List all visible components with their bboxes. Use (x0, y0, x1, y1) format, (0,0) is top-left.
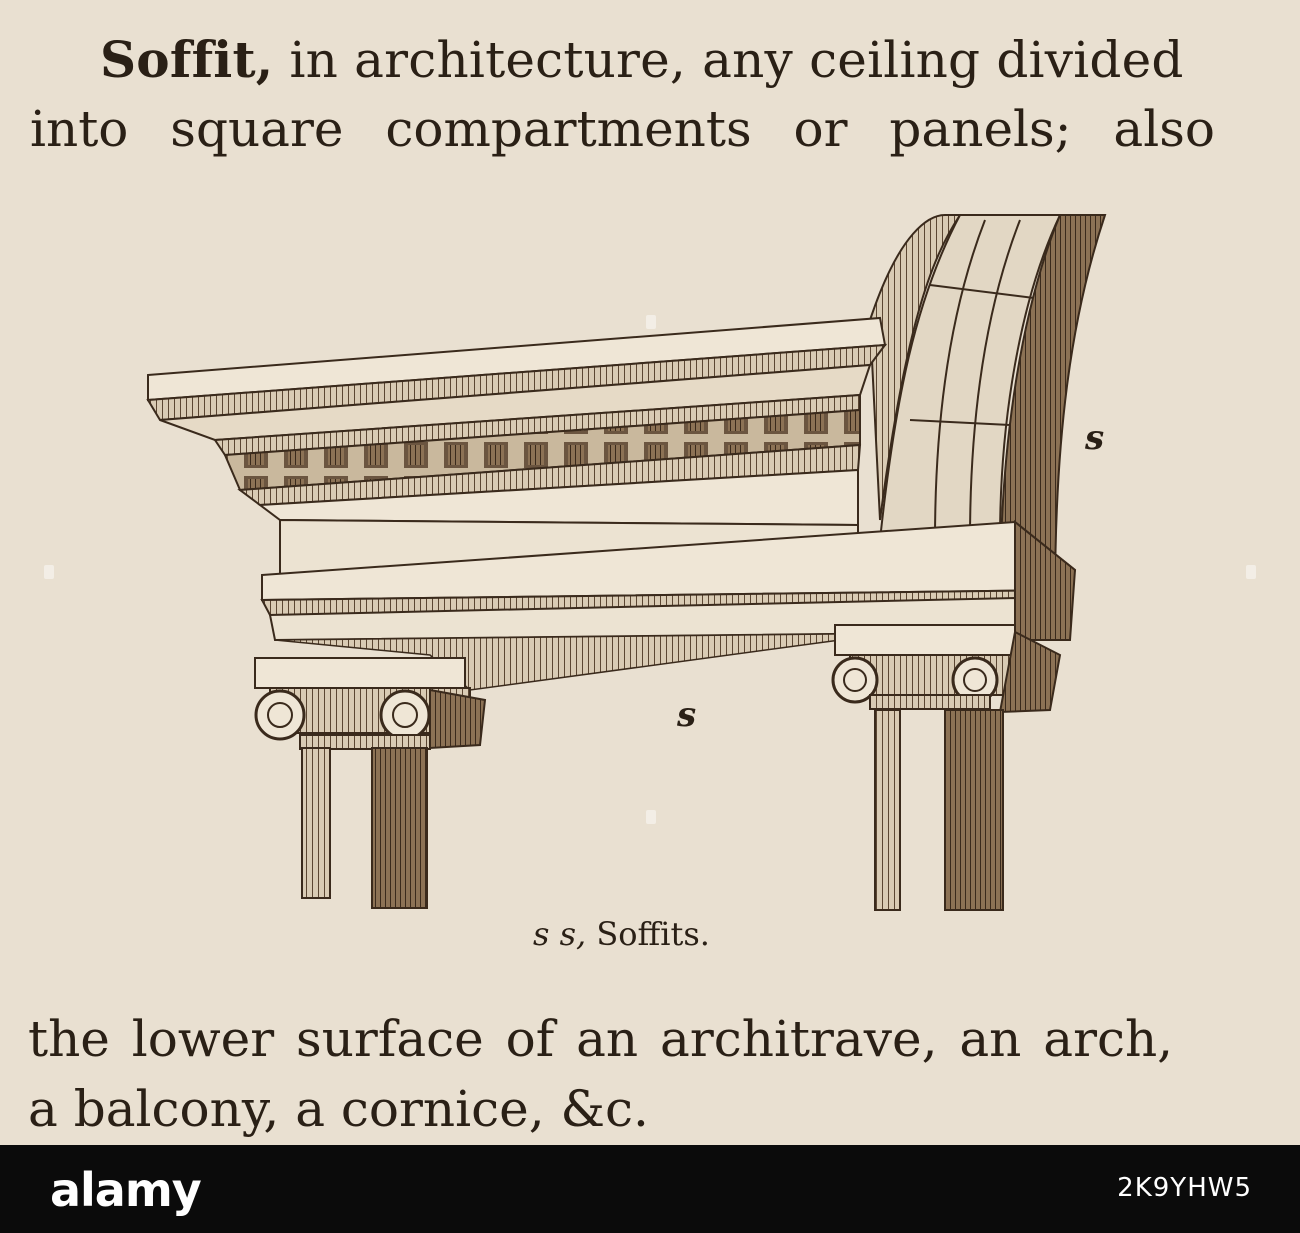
right-columns (875, 710, 1003, 910)
watermark-mark (646, 315, 656, 329)
right-capital (833, 625, 1060, 712)
left-columns (302, 748, 427, 908)
stock-footer-bar (0, 1145, 1300, 1233)
soffit-label-arch: s (1085, 418, 1105, 458)
figure-caption (533, 915, 710, 953)
entry-line-2: into square compartments or panels; also (30, 100, 1215, 158)
caption-letters: s s, (533, 915, 587, 953)
left-capital (255, 658, 485, 749)
headword: Soffit, (100, 30, 274, 89)
image-id: 2K9YHW5 (1117, 1173, 1252, 1203)
watermark-mark (1246, 565, 1256, 579)
caption-text: Soffits. (586, 915, 710, 953)
entry-line-3: the lower surface of an architrave, an arch, (28, 1010, 1174, 1068)
alamy-logo: alamy (50, 1163, 201, 1217)
soffit-label-architrave: s (677, 695, 697, 735)
watermark-mark (646, 810, 656, 824)
watermark-mark (44, 565, 54, 579)
upper-cornice (148, 318, 885, 525)
entry-line-1-text: in architecture, any ceiling divided (273, 31, 1184, 89)
entry-line-4: a balcony, a cornice, &c. (28, 1080, 649, 1138)
